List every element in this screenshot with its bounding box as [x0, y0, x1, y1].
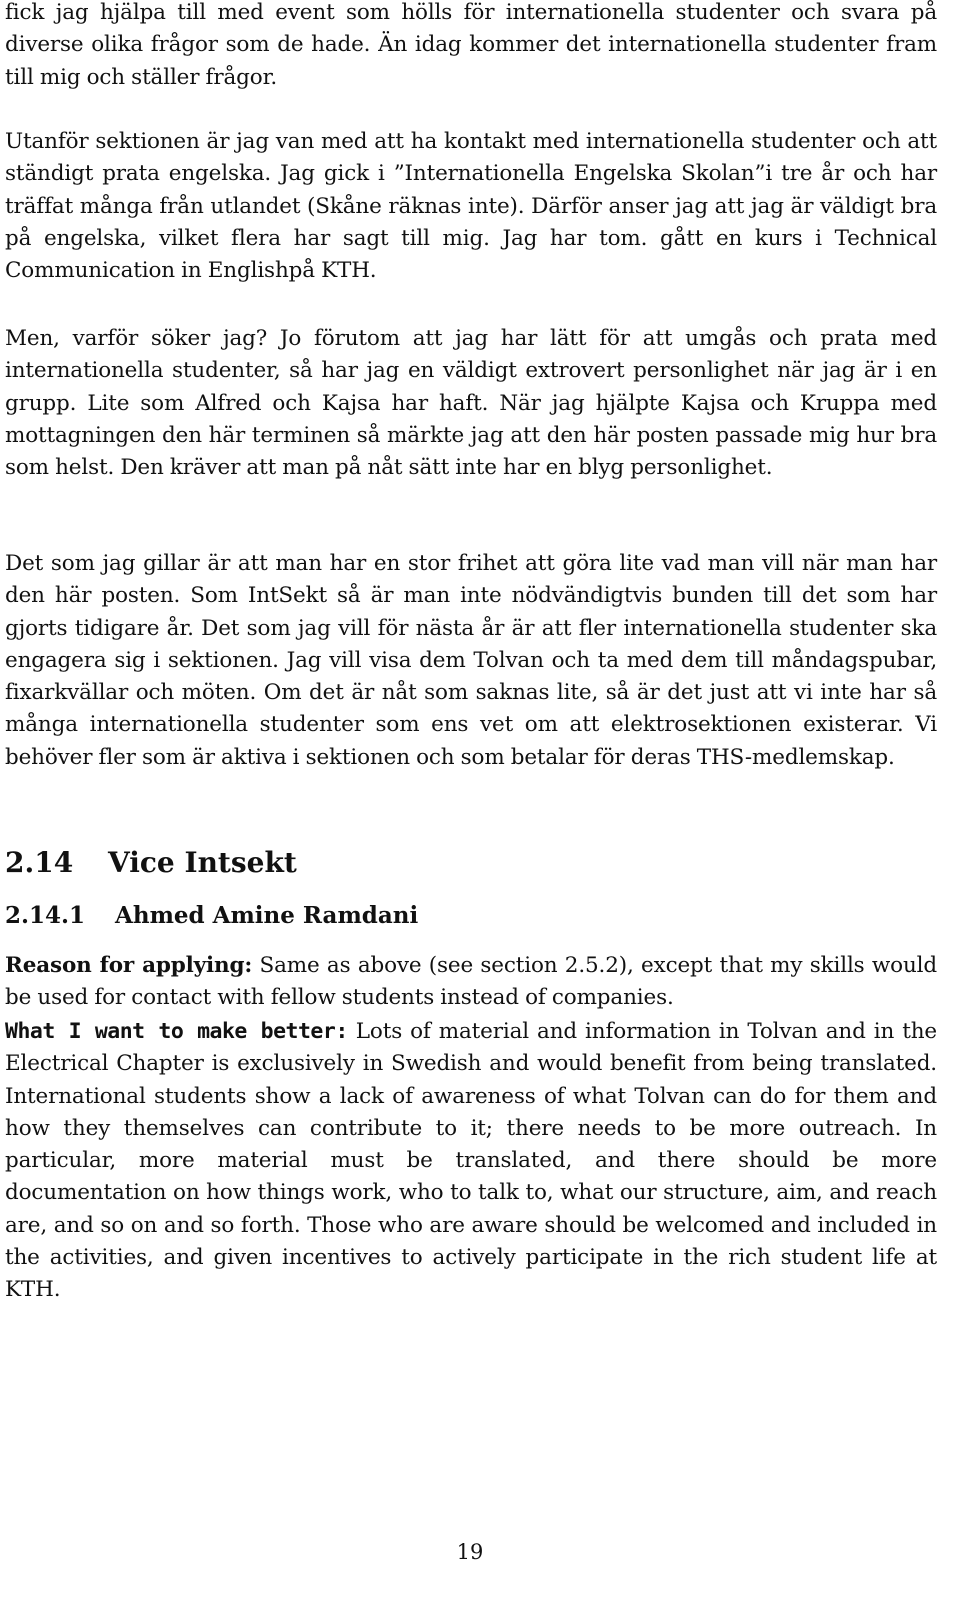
reason-label: Reason for applying: — [5, 953, 253, 978]
section-heading — [5, 846, 297, 879]
improve-text: Lots of material and information in Tolvan and in the Electrical Chapter is exclusively in Swedish and would benefit from being translated. International students show a lack of awareness of what Tolvan can do for them and how they themselves can contribute to it; there needs to be more outreach. In particular, more material must be translated, and there should be more documentation on how things work, who to talk to, what our structure, aim, and reach are, and so on and so forth. Those who are aware should be welcomed and included in the activities, and given incentives to actively participate in the rich student life at KTH. — [5, 1019, 937, 1303]
subsection-heading — [5, 902, 418, 929]
page-number: 19 — [456, 1540, 484, 1564]
paragraph-what-i-like: Det som jag gillar är att man har en stor frihet att göra lite vad man vill när man har den här posten. Som IntSekt så är man inte nödvändigtvis bunden till det som har gjorts tidigare år. Det som jag vill för nästa år är att fler internationella studenter ska engagera sig i sektionen. Jag vill visa dem Tolvan och ta med dem till måndagspubar, fixarkvällar och möten. Om det är nåt som saknas lite, så är det just att vi inte har så många internationella studenter som ens vet om att elektrosektionen existerar. Vi behöver fler som är aktiva i sektionen och som betalar för deras THS-medlemskap. — [5, 551, 937, 770]
paragraph-what-to-improve — [5, 1016, 937, 1307]
section-number: 2.14 — [5, 846, 74, 879]
reason-text: Same as above (see section 2.5.2), except that my skills would be used for contact with fellow students instead of companies. — [5, 953, 937, 1011]
paragraph-reason-for-applying — [5, 950, 937, 1015]
subsection-title: Ahmed Amine Ramdani — [115, 902, 419, 929]
paragraph-outside-section: Utanför sektionen är jag van med att ha kontakt med internationella studenter och att ständigt prata engelska. Jag gick i ”Internationella Engelska Skolan”i tre år och har träffat många från utlandet (Skåne räknas inte). Därför anser jag att jag är väldigt bra på engelska, vilket flera har sagt till mig. Jag har tom. gått en kurs i Technical Communication in Englishpå KTH. — [5, 129, 937, 284]
section-title: Vice Intsekt — [108, 846, 297, 879]
improve-label: What I want to make better: — [5, 1019, 348, 1044]
subsection-number: 2.14.1 — [5, 902, 86, 929]
paragraph-why-apply: Men, varför söker jag? Jo förutom att jag har lätt för att umgås och prata med internationella studenter, så har jag en väldigt extrovert personlighet när jag är i en grupp. Lite som Alfred och Kajsa har haft. När jag hjälpte Kajsa och Kruppa med mottagningen den här terminen så märkte jag att den här posten passade mig hur bra som helst. Den kräver att man på nåt sätt inte har en blyg personlighet. — [5, 326, 937, 481]
paragraph-event-help: fick jag hjälpa till med event som hölls för internationella studenter och svara på diverse olika frågor som de hade. Än idag kommer det internationella studenter fram till mig och ställer frågor. — [5, 0, 937, 90]
